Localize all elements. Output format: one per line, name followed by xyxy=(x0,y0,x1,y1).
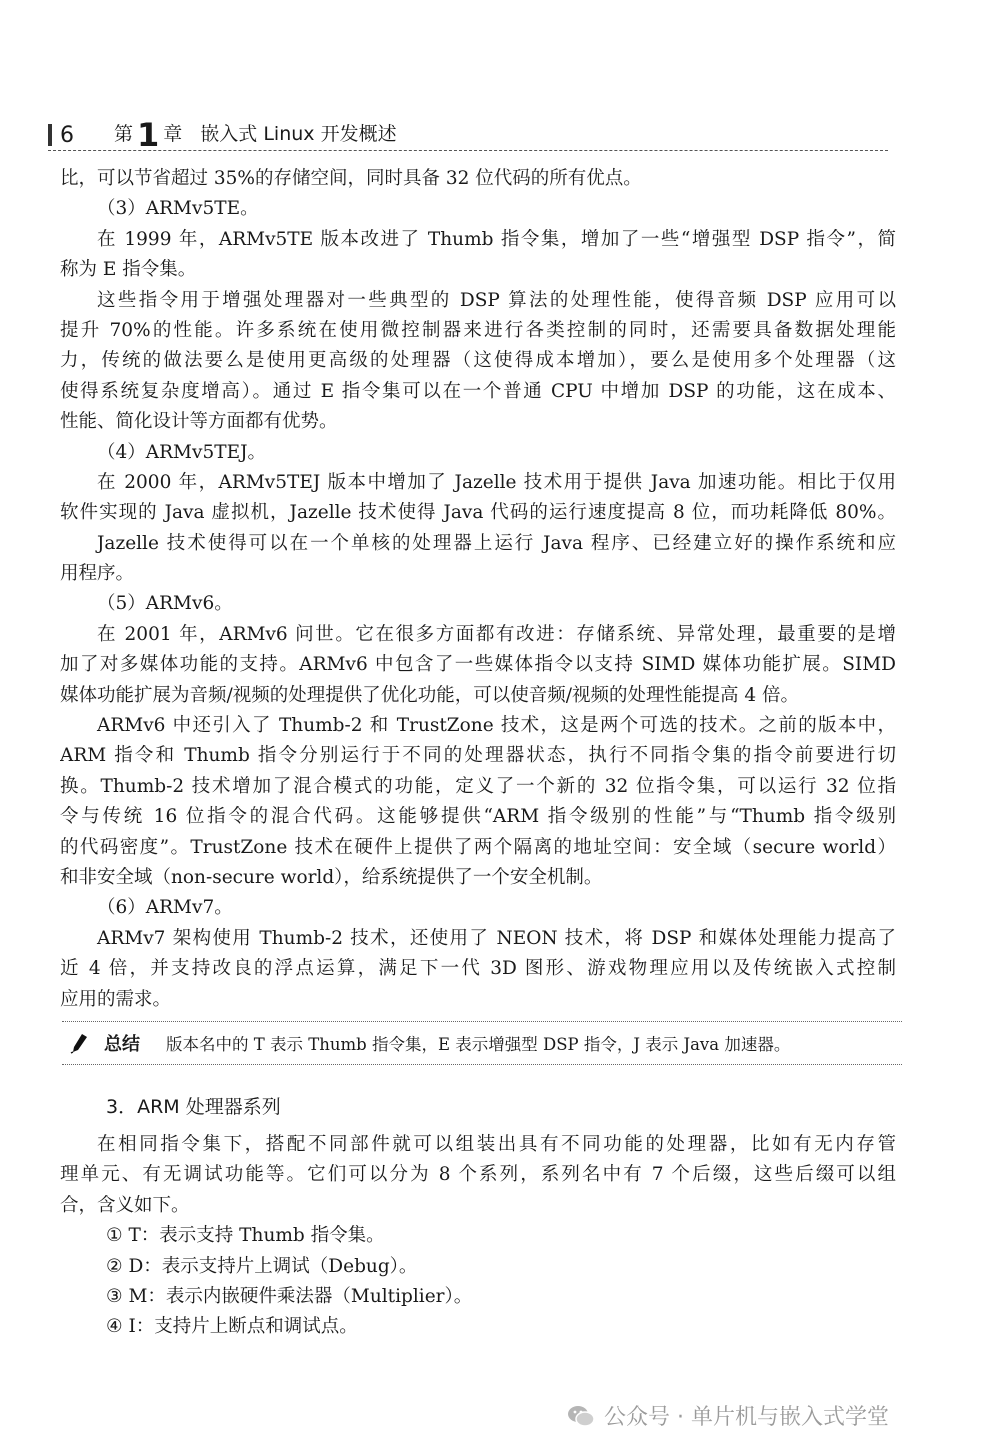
list-item: ① T：表示支持 Thumb 指令集。 xyxy=(106,1225,385,1247)
text-line: ARM 指令和 Thumb 指令分别运行于不同的处理器状态，执行不同指令集的指令前要进行切 xyxy=(60,745,896,767)
subheading: （5）ARMv6。 xyxy=(97,593,233,615)
header-bar xyxy=(48,124,52,146)
text-line: 这些指令用于增强处理器对一些典型的 DSP 算法的处理性能，使得音频 DSP 应用可以 xyxy=(97,289,896,311)
text-line: 在 1999 年，ARMv5TE 版本改进了 Thumb 指令集，增加了一些“增强型 DSP 指令”，简 xyxy=(97,228,896,250)
page-number: 6 xyxy=(60,123,74,148)
text-line: ARMv6 中还引入了 Thumb-2 和 TrustZone 技术，这是两个可选的技术。之前的版本中， xyxy=(97,715,896,737)
text-line: 理单元、有无调试功能等。它们可以分为 8 个系列，系列名中有 7 个后缀，这些后缀可以组 xyxy=(60,1164,896,1186)
watermark xyxy=(566,1400,889,1431)
text-line: 在 2000 年，ARMv5TEJ 版本中增加了 Jazelle 技术用于提供 Java 加速功能。相比于仅用 xyxy=(97,471,896,493)
text-line: 媒体功能扩展为音频/视频的处理提供了优化功能，可以使音频/视频的处理性能提高 4 倍。 xyxy=(60,684,800,706)
wechat-icon xyxy=(566,1401,596,1431)
text-line: 换。Thumb-2 技术增加了混合模式的功能，定义了一个新的 32 位指令集，可以运行 32 位指 xyxy=(60,775,896,797)
text-line: 用程序。 xyxy=(60,563,135,585)
text-line: 加了对多媒体功能的支持。ARMv6 中包含了一些媒体指令以支持 SIMD 媒体功能扩展。SIMD xyxy=(60,654,896,676)
text-line: 近 4 倍，并支持改良的浮点运算，满足下一代 3D 图形、游戏物理应用以及传统嵌入式控制 xyxy=(60,958,896,980)
body-text xyxy=(60,164,896,1015)
text-line: 应用的需求。 xyxy=(60,988,172,1010)
chapter-suffix: 章 xyxy=(163,123,183,145)
subheading: （4）ARMv5TEJ。 xyxy=(97,441,266,463)
text-line: 性能、简化设计等方面都有优势。 xyxy=(60,411,338,433)
page-header xyxy=(48,116,888,154)
list-item: ② D：表示支持片上调试（Debug）。 xyxy=(106,1255,418,1277)
subheading: （6）ARMv7。 xyxy=(97,897,233,919)
pen-icon xyxy=(68,1032,90,1054)
text-line: 在相同指令集下，搭配不同部件就可以组装出具有不同功能的处理器，比如有无内存管 xyxy=(97,1134,896,1155)
text-line: 比，可以节省超过 35%的存储空间，同时具备 32 位代码的所有优点。 xyxy=(60,168,642,189)
text-line: 称为 E 指令集。 xyxy=(60,259,197,281)
summary-box xyxy=(62,1021,902,1065)
chapter-number: 1 xyxy=(137,116,160,154)
chapter-title: 嵌入式 Linux 开发概述 xyxy=(200,123,397,145)
subheading: （3）ARMv5TE。 xyxy=(97,198,259,220)
text-line: 的代码密度”。TrustZone 技术在硬件上提供了两个隔离的地址空间：安全域（secure world） xyxy=(60,836,896,858)
text-line: 提升 70%的性能。许多系统在使用微控制器来进行各类控制的同时，还需要具备数据处理能 xyxy=(60,319,896,341)
text-line: 令与传统 16 位指令的混合代码。这能够提供“ARM 指令级别的性能”与“Thumb 指令级别 xyxy=(60,806,896,828)
text-line: 使得系统复杂度增高）。通过 E 指令集可以在一个普通 CPU 中增加 DSP 的功能，这在成本、 xyxy=(60,380,896,402)
text-line: ARMv7 架构使用 Thumb-2 技术，还使用了 NEON 技术，将 DSP 和媒体处理能力提高了 xyxy=(97,927,896,949)
section-title: 3．ARM 处理器系列 xyxy=(106,1096,281,1118)
section-body xyxy=(60,1130,896,1343)
summary-label: 总结 xyxy=(104,1034,140,1055)
text-line: 合，含义如下。 xyxy=(60,1194,190,1216)
text-line: 力，传统的做法要么是使用更高级的处理器（这使得成本增加），要么是使用多个处理器（这 xyxy=(60,350,896,372)
summary-text: 版本名中的 T 表示 Thumb 指令集，E 表示增强型 DSP 指令，J 表示 Java 加速器。 xyxy=(166,1035,791,1054)
list-item: ④ I：支持片上断点和调试点。 xyxy=(106,1316,358,1338)
text-line: Jazelle 技术使得可以在一个单核的处理器上运行 Java 程序、已经建立好的操作系统和应 xyxy=(97,532,896,554)
list-item: ③ M：表示内嵌硬件乘法器（Multiplier）。 xyxy=(106,1285,473,1307)
chapter-prefix: 第 xyxy=(114,123,134,145)
watermark-text: 公众号 · 单片机与嵌入式学堂 xyxy=(604,1405,889,1430)
text-line: 和非安全域（non-secure world），给系统提供了一个安全机制。 xyxy=(60,866,603,888)
text-line: 软件实现的 Java 虚拟机，Jazelle 技术使得 Java 代码的运行速度提高 8 位，而功耗降低 80%。 xyxy=(60,502,896,524)
text-line: 在 2001 年，ARMv6 问世。它在很多方面都有改进：存储系统、异常处理，最重要的是增 xyxy=(97,623,896,645)
